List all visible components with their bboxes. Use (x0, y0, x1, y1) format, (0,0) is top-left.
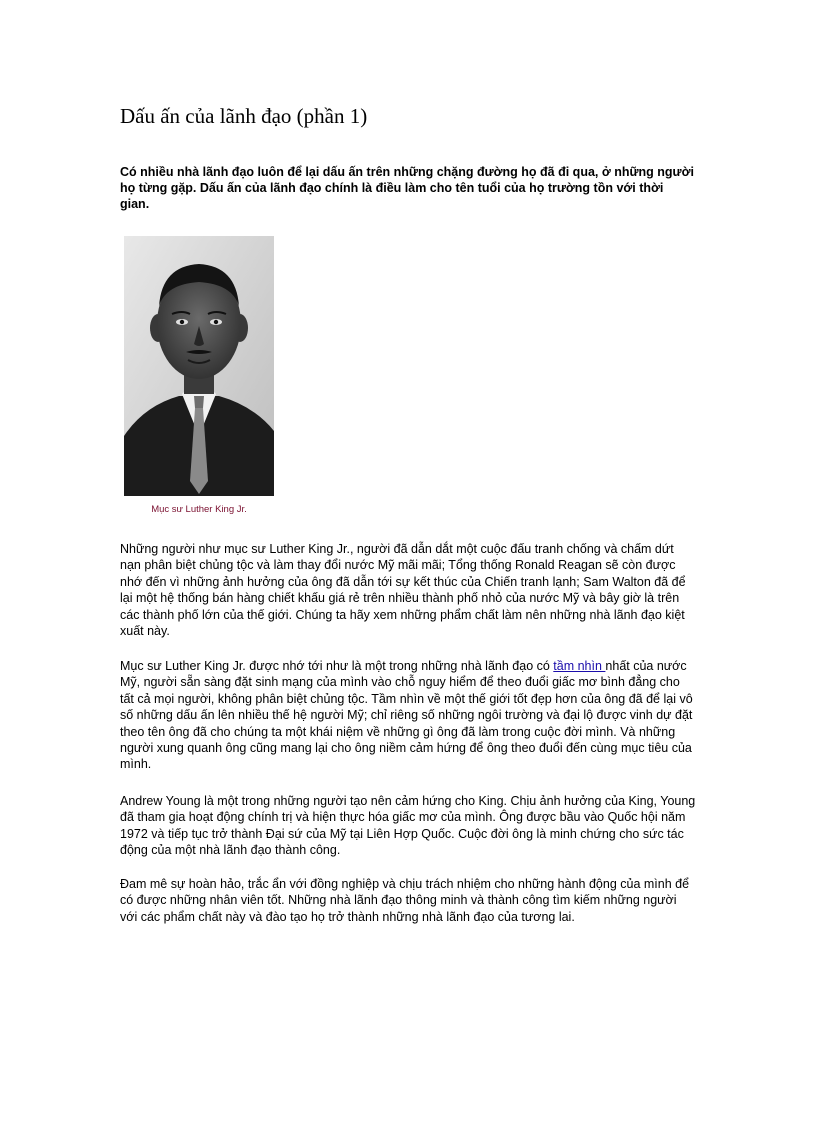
paragraph-4: Đam mê sự hoàn hảo, trắc ẩn với đồng nghiệp và chịu trách nhiệm cho những hành động của mình để có được những nhân viên tốt. Những nhà lãnh đạo thông minh và thành công tìm kiếm những người với các phẩm chất này và đào tạo họ trở thành những nhà lãnh đạo của tương lai. (120, 877, 690, 924)
document-title: Dấu ấn của lãnh đạo (phần 1) (120, 104, 368, 128)
paragraph-2-start: Mục sư Luther King Jr. được nhớ tới như là một trong những nhà lãnh đạo có (120, 659, 554, 673)
intro-paragraph: Có nhiều nhà lãnh đạo luôn để lại dấu ấn trên những chặng đường họ đã đi qua, ở những người họ từng gặp. Dấu ấn của lãnh đạo chính là điều làm cho tên tuổi của họ trường tồn với thời gian. (120, 165, 694, 211)
photo-caption: Mục sư Luther King Jr. (151, 504, 247, 515)
portrait-image (124, 236, 274, 496)
portrait-photo (124, 236, 274, 496)
paragraph-2-end: nhất của nước Mỹ, người sẵn sàng đặt sinh mạng của mình vào chỗ nguy hiểm để theo đuổi giấc mơ bình đẳng cho tất cả mọi người, không phân biệt chủng tộc. Tầm nhìn về một thế giới tốt đẹp hơn của ông đã để lại vô số những dấu ấn lên nhiều thế hệ người Mỹ; chỉ riêng số những ngôi trường và đại lộ được vinh dự đặt theo tên ông đã cho chúng ta một khái niệm về những gì ông đã làm trong cuộc đời mình. Và những người xung quanh ông cũng mang lại cho ông niềm cảm hứng để ông theo đuổi đến cùng mục tiêu của mình. (120, 659, 693, 772)
paragraph-2 (120, 658, 696, 773)
paragraph-3: Andrew Young là một trong những người tạo nên cảm hứng cho King. Chịu ảnh hưởng của King, Young đã tham gia hoạt động chính trị và hiện thực hóa giấc mơ của mình. Ông được bầu vào Quốc hội năm 1972 và tiếp tục trở thành Đại sứ của Mỹ tại Liên Hợp Quốc. Cuộc đời ông là minh chứng cho sức tác động của một nhà lãnh đạo thành công. (120, 794, 696, 858)
paragraph-1: Những người như mục sư Luther King Jr., người đã dẫn dắt một cuộc đấu tranh chống và chấm dứt nạn phân biệt chủng tộc và làm thay đổi nước Mỹ mãi mãi; Tổng thống Ronald Reagan sẽ còn được nhớ đến vì những ảnh hưởng của ông đã dẫn tới sự kết thúc của Chiến tranh lạnh; Sam Walton đã để lại một hệ thống bán hàng chiết khấu giá rẻ trên nhiều thành phố nhỏ của nước Mỹ và bây giờ là trên các thành phố lớn của thế giới. Chúng ta hãy xem những phẩm chất làm nên những nhà lãnh đạo kiệt xuất này. (120, 542, 686, 639)
vision-link[interactable]: tầm nhìn (553, 659, 606, 673)
